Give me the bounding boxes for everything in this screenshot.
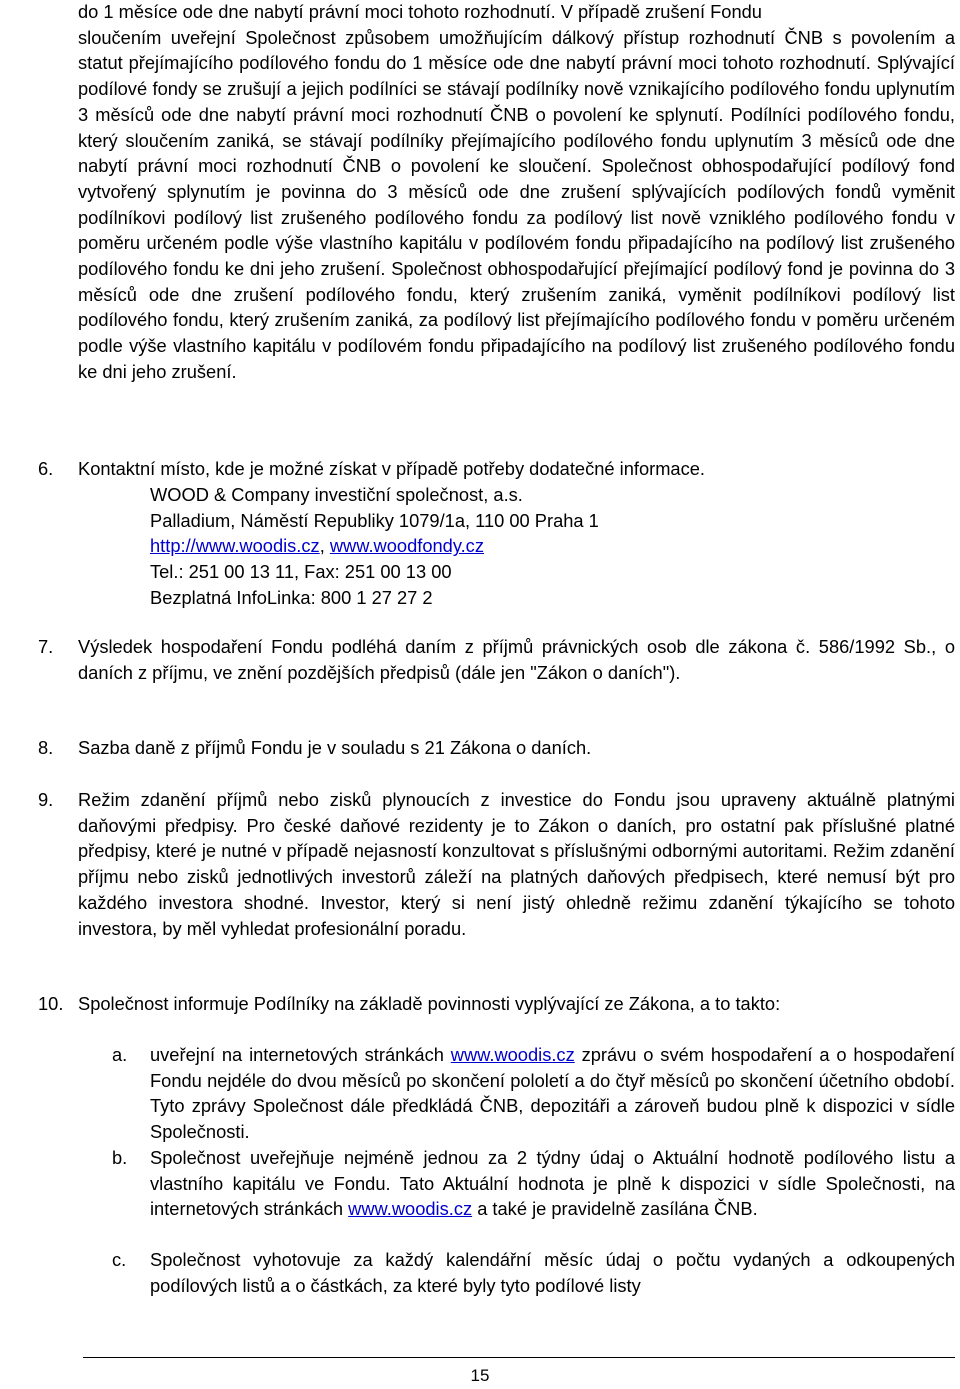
sub-letter: a. [112, 1044, 128, 1065]
item-number: 6. [38, 458, 54, 479]
contact-block [150, 482, 599, 610]
item-text: Společnost informuje Podílníky na základě povinnosti vyplývající ze Zákona, a to takto: [78, 993, 781, 1014]
sub-letter: b. [112, 1147, 128, 1168]
woodis-link[interactable]: www.woodis.cz [348, 1198, 473, 1220]
footer-divider [83, 1357, 955, 1358]
item-text: Režim zdanění příjmů nebo zisků plynoucích z investice do Fondu jsou upraveny aktuálně platnými daňovými předpisy. Pro české daňové rezidenty je to Zákon o daních, pro ostatní pak příslušné platné předpisy, které je nutné v případě nejasností konzultovat s příslušnými odbornými autoritami. Režim zdanění příjmu nebo zisků jednotlivých investorů záleží na platných daňových předpisech, které nemusí být pro každého investora shodné. Investor, který si není jistý ohledně režimu zdanění týkajícího se tohoto investora, by měl vyhledat profesionální poradu. [78, 789, 955, 939]
sub-text-start: uveřejní na internetových stránkách [150, 1044, 451, 1065]
sub-text-end: a také je pravidelně zasílána ČNB. [472, 1198, 758, 1220]
company-address: Palladium, Náměstí Republiky 1079/1a, 110 00 Praha 1 [150, 509, 599, 531]
company-name: WOOD & Company investiční společnost, a.s. [150, 484, 523, 505]
continuation-first-line: do 1 měsíce ode dne nabytí právní moci tohoto rozhodnutí. V případě zrušení Fondu [78, 1, 762, 22]
item-number: 9. [38, 789, 54, 810]
item-text: Výsledek hospodaření Fondu podléhá daním z příjmů právnických osob dle zákona č. 586/1992 Sb., o daních z příjmu, ve znění pozdějších předpisů (dále jen "Zákon o daních"). [78, 636, 955, 683]
phone-fax: Tel.: 251 00 13 11, Fax: 251 00 13 00 [150, 561, 452, 583]
continuation-paragraph [78, 0, 955, 25]
sub-text [150, 1042, 955, 1145]
woodis-link[interactable]: http://www.woodis.cz [150, 535, 320, 557]
sub-letter: c. [112, 1249, 127, 1270]
item-number: 7. [38, 636, 54, 657]
sub-text: Společnost vyhotovuje za každý kalendářní měsíc údaj o počtu vydaných a odkoupených podílových listů a o částkách, za které byly tyto podílové listy [150, 1249, 955, 1296]
woodfondy-link[interactable]: www.woodfondy.cz [329, 535, 484, 557]
web-links [150, 533, 599, 559]
item-number: 8. [38, 737, 54, 758]
infoline: Bezplatná InfoLinka: 800 1 27 27 2 [150, 586, 433, 608]
item-number: 10. [38, 993, 64, 1014]
sub-text-start: Společnost uveřejňuje nejméně jednou za 2 týdny údaj o Aktuální hodnotě podílového listu a vlastního kapitálu ve Fondu. Tato Aktuální hodnota je plně k dispozici v sídle Společnosti, na internetových stránkách [150, 1147, 955, 1220]
page-number: 15 [470, 1366, 490, 1385]
item-text: Kontaktní místo, kde je možné získat v případě potřeby dodatečné informace. [78, 458, 705, 479]
item-text: Sazba daně z příjmů Fondu je v souladu s 21 Zákona o daních. [78, 737, 592, 758]
sub-text [150, 1145, 955, 1222]
continuation-body: sloučením uveřejní Společnost způsobem umožňujícím dálkový přístup rozhodnutí ČNB s povolením a statut přejímajícího podílového fondu do 1 měsíce ode dne nabytí právní moci tohoto rozhodnutí. Splývající podílové fondy se zrušují a jejich podílníci se stávají podílníky nově vznikajícího podílového fondu uplynutím 3 měsíců ode dne nabytí právní moci rozhodnutí ČNB o povolení ke splynutí. Podílníci podílového fondu, který sloučením zaniká, se stávají podílníky přejímajícího podílového fondu uplynutím 3 měsíců ode dne nabytí právní moci rozhodnutí ČNB o povolení ke sloučení. Společnost obhospodařující podílový fond vytvořený splynutím je povinna do 3 měsíců ode dne zrušení splývajících podílových fondů vyměnit podílníkovi podílový list zrušeného podílového fondu za podílový list nově vzniklého podílového fondu v poměru určeném podle výše vlastního kapitálu v podílovém fondu připadajícího na podílový list zrušeného podílového fondu ke dni jeho zrušení. Společnost obhospodařující přejímající podílový fond je povinna do 3 měsíců ode dne zrušení podílového fondu, který zrušením zaniká, vyměnit podílníkovi podílový list podílového fondu, který zrušením zaniká, za podílový list přejímajícího podílového fondu v poměru určeném podle výše vlastního kapitálu v podílovém fondu připadajícího na podílový list zrušeného podílového fondu ke dni jeho zrušení. [78, 26, 955, 382]
sub-text-end: zprávu o svém hospodaření a o hospodaření Fondu nejdéle do dvou měsíců po skončení pololetí a do čtyř měsíců po skončení účetního období. Tyto zprávy Společnost dále předkládá ČNB, depozitáři a zároveň budou plně k dispozici v sídle Společnosti. [150, 1044, 955, 1143]
link-separator: , [319, 535, 330, 557]
woodis-link[interactable]: www.woodis.cz [450, 1044, 575, 1065]
